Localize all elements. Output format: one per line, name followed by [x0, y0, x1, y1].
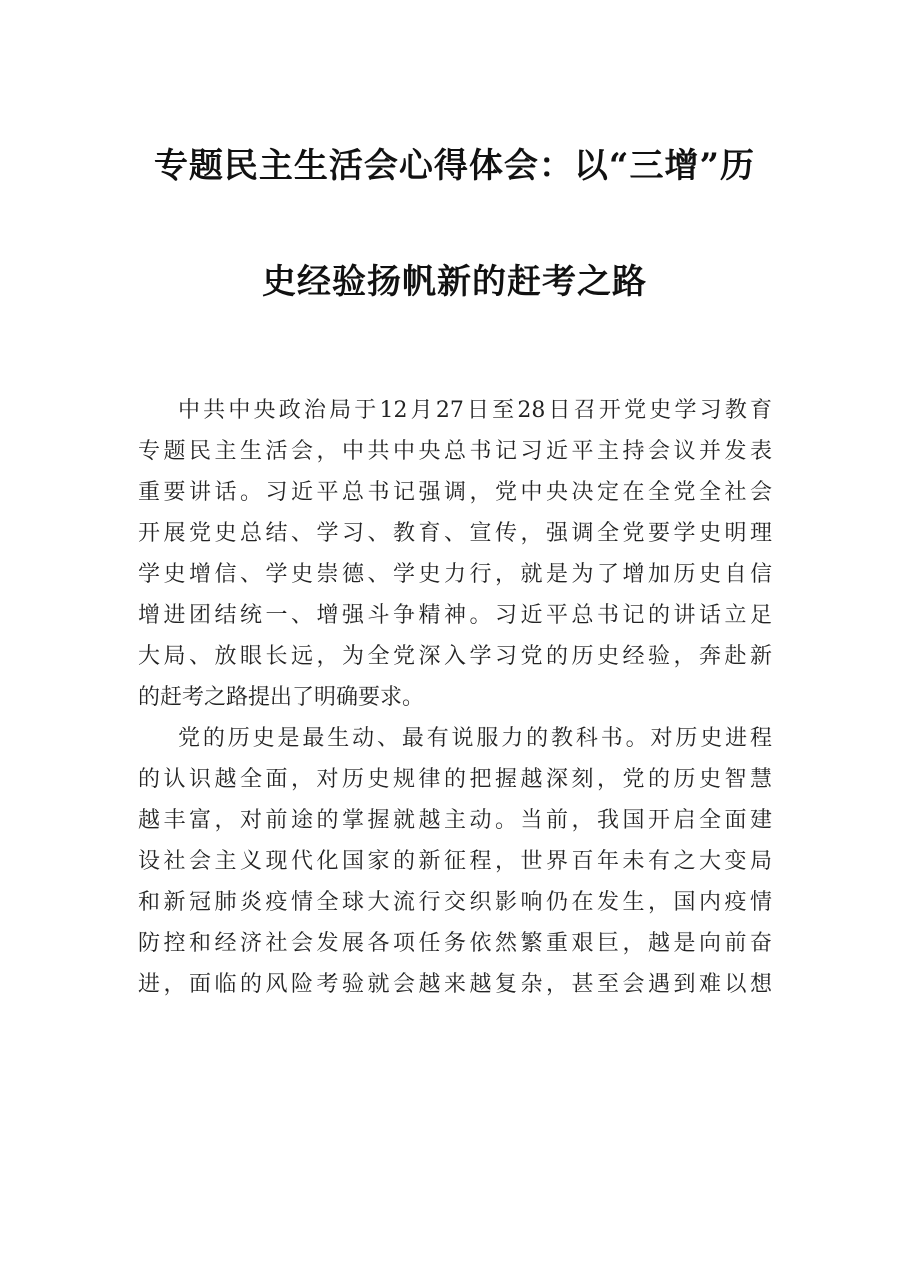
paragraph [138, 718, 772, 1005]
paragraph-line: 防控和经济社会发展各项任务依然繁重艰巨，越是向前奋 [138, 931, 772, 956]
paragraph [138, 390, 772, 718]
paragraph-line: 重要讲话。习近平总书记强调，党中央决定在全党全社会 [138, 480, 772, 505]
paragraph-line: 开展党史总结、学习、教育、宣传，强调全党要学史明理 [138, 521, 772, 546]
document-body [138, 390, 772, 1005]
paragraph-line: 的赶考之路提出了明确要求。 [138, 685, 425, 710]
paragraph-line: 越丰富，对前途的掌握就越主动。当前，我国开启全面建 [138, 808, 772, 833]
paragraph-line: 学史增信、学史崇德、学史力行，就是为了增加历史自信 [138, 562, 772, 587]
paragraph-line: 党的历史是最生动、最有说服力的教科书。对历史进程 [178, 726, 772, 751]
document-title-line-1: 专题民主生活会心得体会：以“三增”历 [153, 146, 756, 186]
paragraph-line: 专题民主生活会，中共中央总书记习近平主持会议并发表 [138, 439, 772, 464]
document-title-line-2: 史经验扬帆新的赶考之路 [262, 262, 647, 302]
paragraph-line: 增进团结统一、增强斗争精神。习近平总书记的讲话立足 [138, 603, 772, 628]
paragraph-line: 的认识越全面，对历史规律的把握越深刻，党的历史智慧 [138, 767, 772, 792]
paragraph-line: 和新冠肺炎疫情全球大流行交织影响仍在发生，国内疫情 [138, 890, 772, 915]
paragraph-line: 设社会主义现代化国家的新征程，世界百年未有之大变局 [138, 849, 772, 874]
paragraph-line: 大局、放眼长远，为全党深入学习党的历史经验，奔赴新 [138, 644, 772, 669]
paragraph-line: 进，面临的风险考验就会越来越复杂，甚至会遇到难以想 [138, 972, 772, 997]
paragraph-line: 中共中央政治局于12月27日至28日召开党史学习教育 [178, 398, 772, 423]
